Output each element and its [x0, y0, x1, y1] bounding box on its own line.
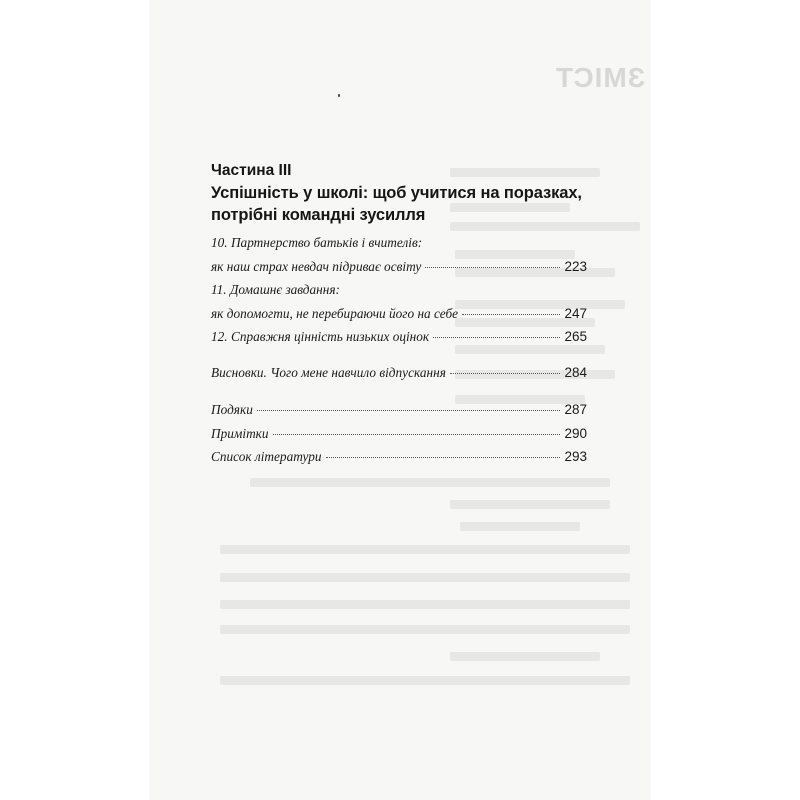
- show-through-line: [450, 500, 610, 509]
- toc-entry-bibliography[interactable]: [211, 445, 587, 469]
- toc-entry-chapter-11-heading: [211, 278, 587, 302]
- show-through-line: [460, 522, 580, 531]
- dot-leader: [450, 373, 561, 374]
- part-label: Частина III: [211, 162, 292, 179]
- show-through-line: [450, 652, 600, 661]
- show-through-line: [250, 478, 610, 487]
- dot-leader: [462, 314, 560, 315]
- back-matter-title: Список літератури: [211, 449, 322, 464]
- page-number: 293: [564, 449, 587, 464]
- page-number: 247: [564, 305, 587, 321]
- show-through-heading: ЗМІСТ: [555, 62, 646, 93]
- back-matter-title: Примітки: [211, 425, 269, 441]
- chapter-title: 10. Партнерство батьків і вчителів:: [211, 235, 423, 250]
- toc-entry-chapter-10[interactable]: [211, 255, 587, 279]
- page-number: 265: [564, 329, 587, 344]
- ink-speck: [338, 94, 340, 97]
- dot-leader: [326, 457, 561, 458]
- toc-entry-notes[interactable]: [211, 422, 587, 446]
- show-through-line: [220, 573, 630, 582]
- dot-leader: [433, 337, 560, 338]
- page-number: 223: [564, 258, 587, 274]
- toc-entry-chapter-12[interactable]: [211, 325, 587, 349]
- toc-entry-acknowledgements[interactable]: [211, 398, 587, 422]
- dot-leader: [425, 267, 560, 268]
- chapter-title: 12. Справжня цінність низьких оцінок: [211, 329, 430, 344]
- part-title-line-1: Успішність у школі: щоб учитися на поразках,: [211, 184, 582, 202]
- conclusion-title: Висновки. Чого мене навчило відпускання: [211, 364, 446, 380]
- dot-leader: [257, 410, 561, 411]
- show-through-line: [220, 625, 630, 634]
- chapter-subtitle: як допомогти, не перебираючи його на себе: [211, 305, 459, 321]
- part-title-line-2: потрібні командні зусилля: [211, 206, 426, 224]
- table-of-contents: [211, 160, 587, 469]
- page-number: 284: [564, 364, 587, 380]
- show-through-line: [220, 545, 630, 554]
- show-through-line: [220, 676, 630, 685]
- toc-entry-chapter-11[interactable]: [211, 302, 587, 326]
- chapter-title: 11. Домашнє завдання:: [211, 282, 340, 297]
- toc-entry-chapter-10-heading: [211, 231, 587, 255]
- show-through-line: [220, 600, 630, 609]
- toc-entry-conclusion[interactable]: [211, 361, 587, 385]
- back-matter-title: Подяки: [211, 402, 253, 417]
- chapter-subtitle: як наш страх невдач підриває освіту: [211, 258, 422, 274]
- chapter-list: [211, 231, 587, 349]
- page-number: 290: [564, 425, 587, 441]
- page-number: 287: [564, 402, 587, 417]
- dot-leader: [273, 434, 561, 435]
